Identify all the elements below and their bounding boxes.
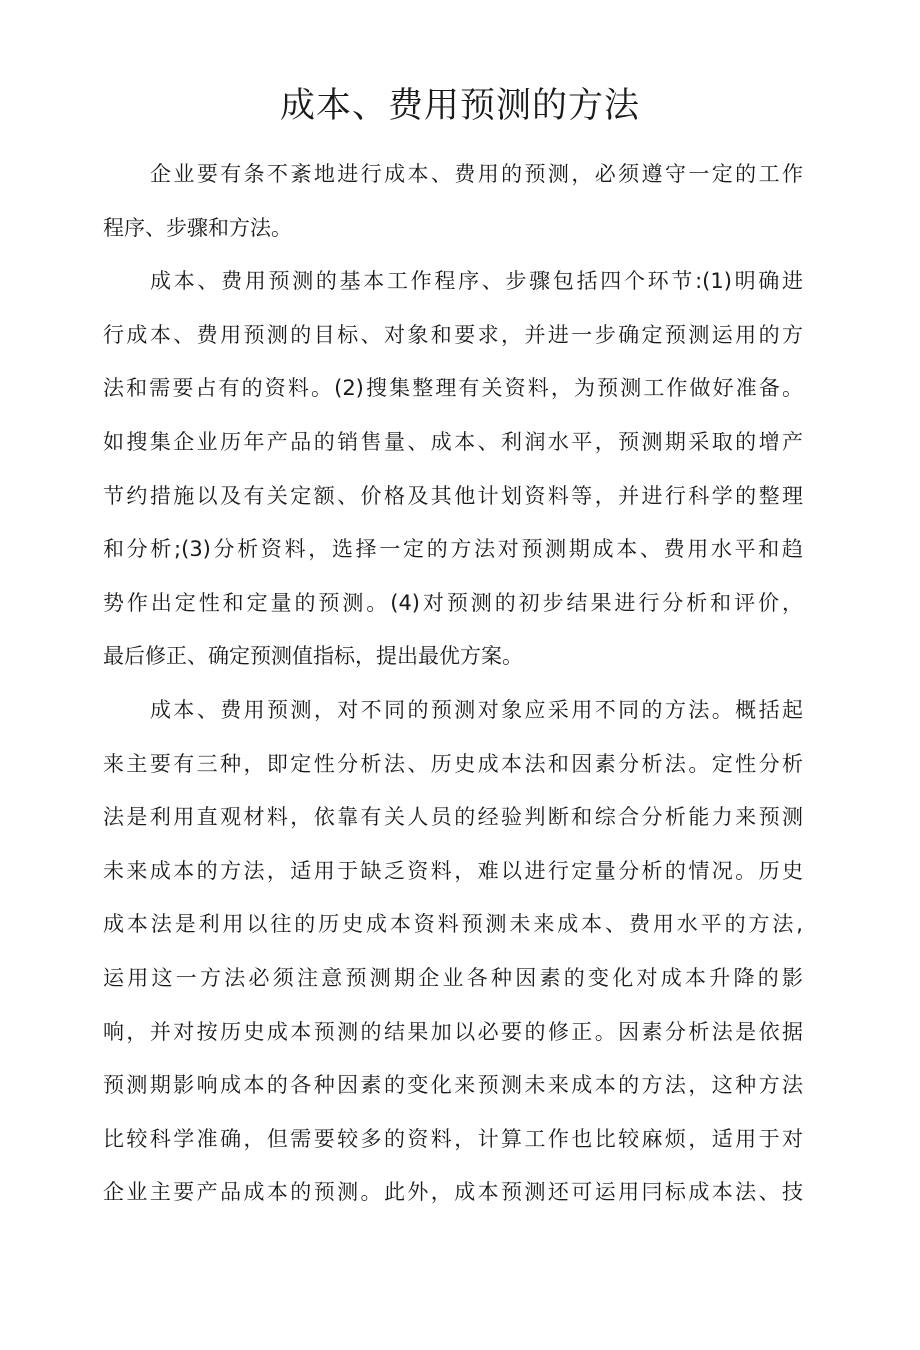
paragraph-2 bbox=[103, 255, 803, 684]
text-line: 企业要有条不紊地进行成本、费用的预测，必须遵守一定的工作 bbox=[150, 162, 803, 186]
text-line: 比较科学准确，但需要较多的资料，计算工作也比较麻烦，适用于对 bbox=[103, 1126, 803, 1151]
text-line: 响，并对按历史成本预测的结果加以必要的修正。因素分析法是依据 bbox=[103, 1019, 803, 1044]
text-line: 和分析;(3)分析资料，选择一定的方法对预测期成本、费用水平和趋 bbox=[103, 537, 803, 562]
text-line: 来主要有三种，即定性分析法、历史成本法和因素分析法。定性分析 bbox=[103, 751, 803, 776]
text-line: 成本、费用预测，对不同的预测对象应采用不同的方法。概括起 bbox=[150, 697, 803, 722]
document-title: 成本、费用预测的方法 bbox=[279, 86, 640, 126]
text-line: 法是利用直观材料，依靠有关人员的经验判断和综合分析能力来预测 bbox=[103, 805, 803, 830]
text-line: 如搜集企业历年产品的销售量、成本、利润水平，预测期采取的增产 bbox=[103, 429, 803, 454]
text-line: 节约措施以及有关定额、价格及其他计划资料等，并进行科学的整理 bbox=[103, 483, 803, 508]
text-line: 未来成本的方法，适用于缺乏资料，难以进行定量分析的情况。历史 bbox=[103, 858, 803, 883]
text-line: 势作出定性和定量的预测。(4)对预测的初步结果进行分析和评价， bbox=[103, 590, 803, 615]
paragraph-1 bbox=[103, 148, 803, 255]
text-line: 程序、步骤和方法。 bbox=[103, 215, 292, 240]
text-line: 成本、费用预测的基本工作程序、步骤包括四个环节:(1)明确进 bbox=[150, 269, 803, 294]
text-line: 成本法是利用以往的历史成本资料预测未来成本、费用水平的方法, bbox=[103, 912, 803, 937]
text-line: 运用这一方法必须注意预测期企业各种因素的变化对成本升降的影 bbox=[103, 965, 803, 990]
text-line: 行成本、费用预测的目标、对象和要求，并进一步确定预测运用的方 bbox=[103, 322, 803, 347]
text-line: 最后修正、确定预测值指标，提出最优方案。 bbox=[103, 644, 523, 669]
text-line: 预测期影响成本的各种因素的变化来预测未来成本的方法，这种方法 bbox=[103, 1073, 803, 1098]
document-body bbox=[103, 148, 803, 1220]
paragraph-3 bbox=[103, 684, 803, 1220]
text-line: 法和需要占有的资料。(2)搜集整理有关资料，为预测工作做好准备。 bbox=[103, 376, 803, 401]
text-line: 企业主要产品成本的预测。此外，成本预测还可运用冃标成本法、技 bbox=[103, 1180, 803, 1205]
